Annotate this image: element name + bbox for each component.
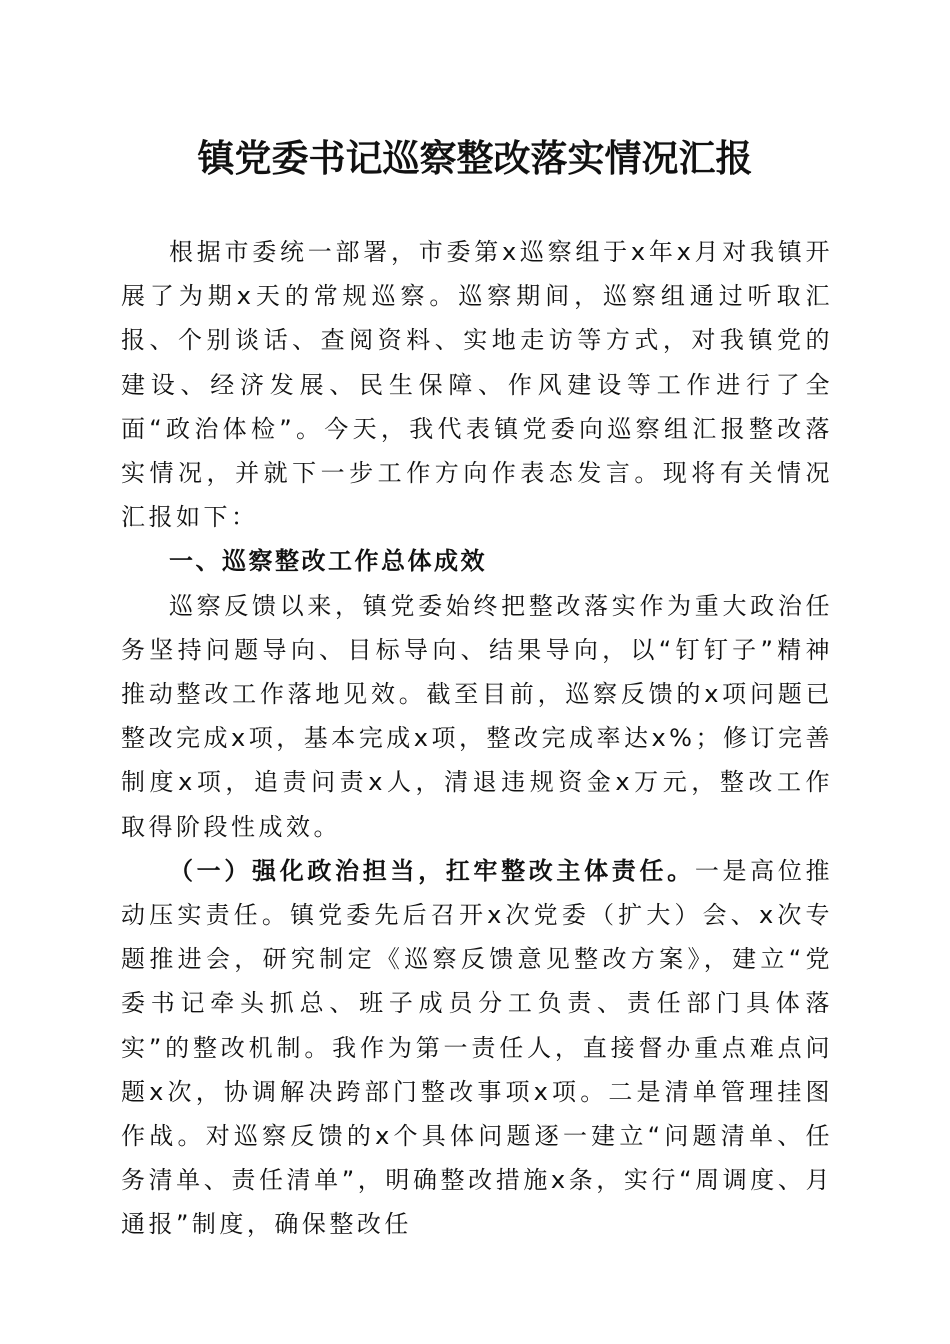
section-1-text: 一是高位推动压实责任。镇党委先后召开x次党委（扩大）会、x次专题推进会，研究制定《巡察反馈意见整改方案》，建立“党委书记牵头抓总、班子成员分工负责、责任部门具体落实”的整改机制。我作为第一责任人，直接督办重点难点问题x次，协调解决跨部门整改事项x项。二是清单管理挂图作战。对巡察反馈的x个具体问题逐一建立“问题清单、任务清单、责任清单”，明确整改措施x条，实行“周调度、月通报”制度，确保整改任 <box>121 856 834 1239</box>
overall-results-paragraph: 巡察反馈以来，镇党委始终把整改落实作为重大政治任务坚持问题导向、目标导向、结果导向，以“钉钉子”精神推动整改工作落地见效。截至目前，巡察反馈的x项问题已整改完成x项，基本完成x项，整改完成率达x%；修订完善制度x项，追责问责x人，清退违规资金x万元，整改工作取得阶段性成效。 <box>121 591 833 841</box>
document-body <box>121 230 833 1247</box>
section-heading: 一、巡察整改工作总体成效 <box>169 547 487 576</box>
section-1-lead: （一）强化政治担当，扛牢整改主体责任。 <box>169 856 695 885</box>
intro-paragraph: 根据市委统一部署，市委第x巡察组于x年x月对我镇开展了为期x天的常规巡察。巡察期间，巡察组通过听取汇报、个别谈话、查阅资料、实地走访等方式，对我镇党的建设、经济发展、民生保障、作风建设等工作进行了全面“政治体检”。今天，我代表镇党委向巡察组汇报整改落实情况，并就下一步工作方向作表态发言。现将有关情况汇报如下： <box>121 238 833 532</box>
section-1-paragraph <box>121 849 833 1247</box>
document-title: 镇党委书记巡察整改落实情况汇报 <box>197 136 753 180</box>
